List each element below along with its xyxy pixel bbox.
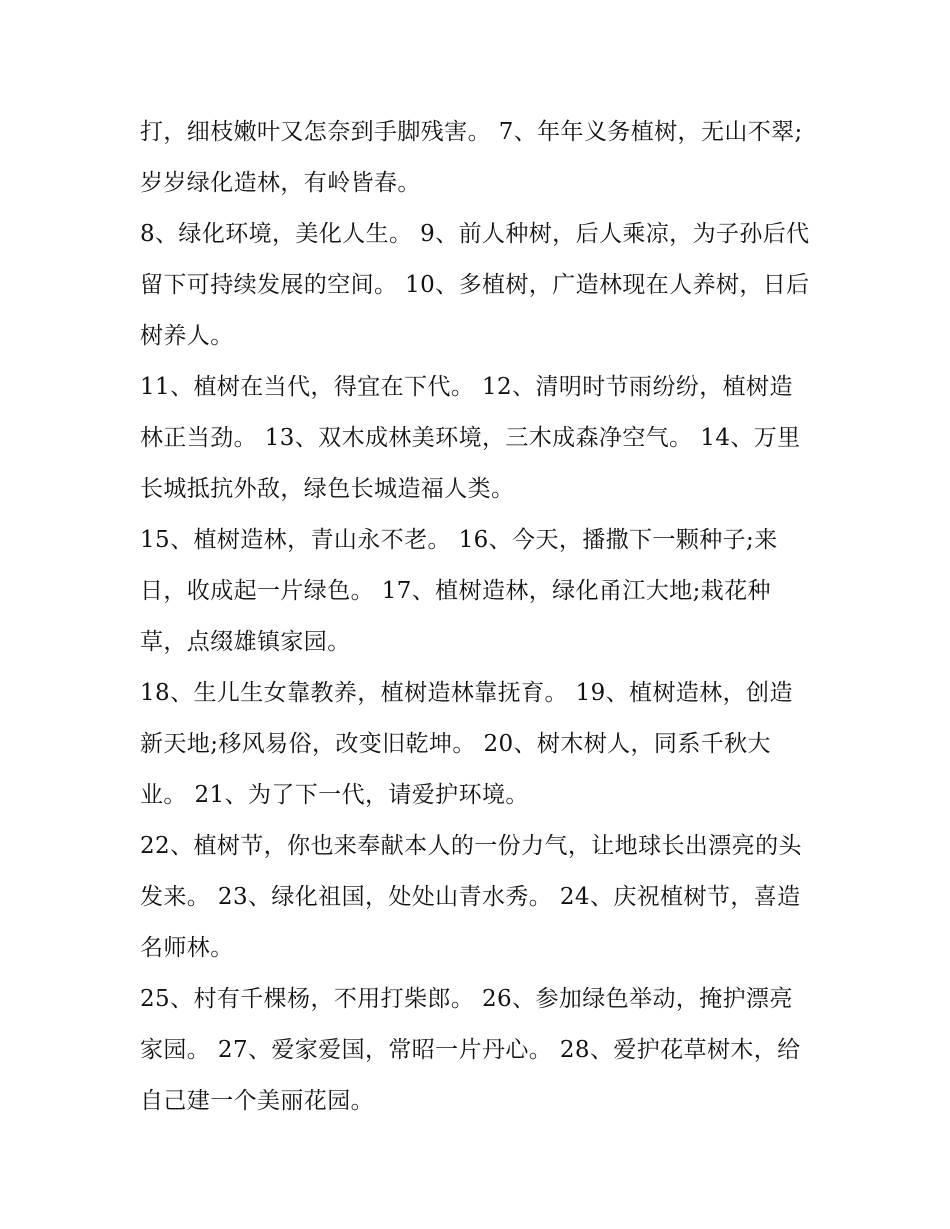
paragraph-7: 25、村有千棵杨，不用打柴郎。 26、参加绿色举动，掩护漂亮家园。 27、爱家爱国，常昭一片丹心。 28、爱护花草树木，给自己建一个美丽花园。 [140,986,801,1114]
paragraph-3: 11、植树在当代，得宜在下代。 12、清明时节雨纷纷，植树造林正当劲。 13、双木成林美环境，三木成森净空气。 14、万里长城抵抗外敌，绿色长城造福人类。 [140,374,801,502]
paragraph-2: 8、绿化环境，美化人生。 9、前人种树，后人乘凉，为子孙后代留下可持续发展的空间。 10、多植树，广造林现在人养树，日后树养人。 [140,221,810,349]
paragraph-6: 22、植树节，你也来奉献本人的一份力气，让地球长出漂亮的头发来。 23、绿化祖国，处处山青水秀。 24、庆祝植树节，喜造名师林。 [140,833,802,961]
paragraph-5: 18、生儿生女靠教养，植树造林靠抚育。 19、植树造林，创造新天地;移风易俗，改变旧乾坤。 20、树木树人，同系千秋大业。 21、为了下一代，请爱护环境。 [140,680,793,808]
paragraph-1: 打，细枝嫩叶又怎奈到手脚残害。 7、年年义务植树，无山不翠;岁岁绿化造林，有岭皆春。 [140,119,803,196]
document-body [140,107,812,1127]
paragraph-4: 15、植树造林，青山永不老。 16、今天，播撒下一颗种子;来日，收成起一片绿色。 17、植树造林，绿化甬江大地;栽花种草，点缀雄镇家园。 [140,527,778,655]
